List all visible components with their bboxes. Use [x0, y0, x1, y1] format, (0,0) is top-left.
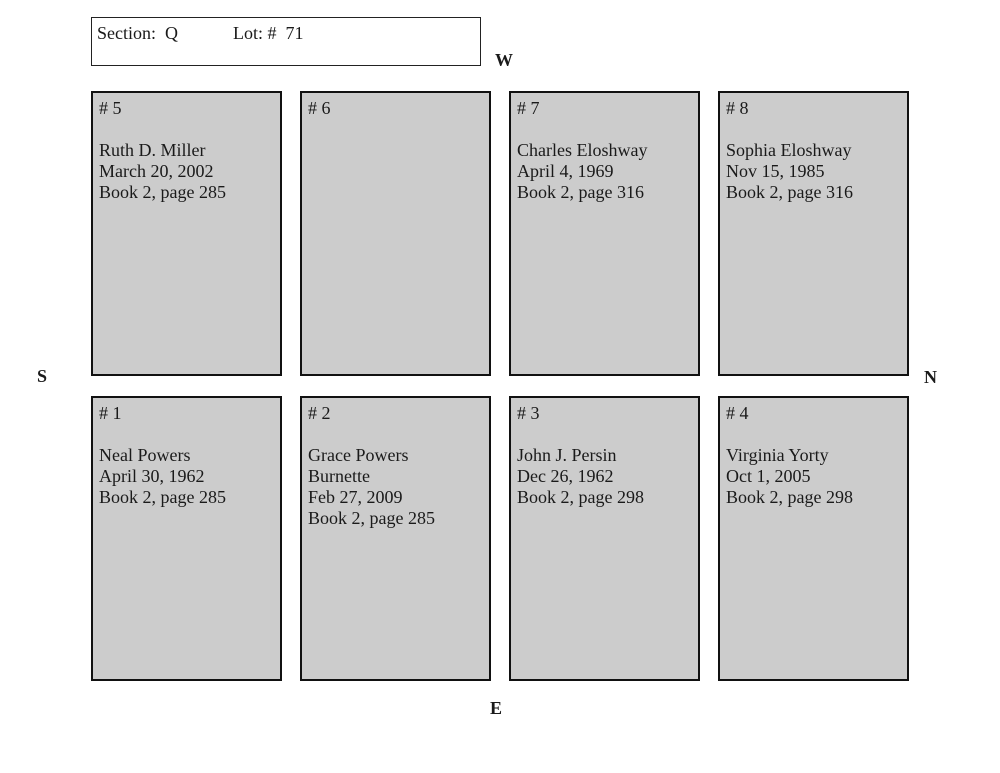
plot-number: # 4: [726, 403, 749, 423]
plot-date: Feb 27, 2009: [308, 487, 403, 507]
plot-2: [300, 396, 491, 681]
section-lot-header: [91, 17, 481, 66]
plot-book-ref: Book 2, page 285: [99, 487, 226, 507]
plot-book-ref: Book 2, page 298: [726, 487, 853, 507]
plot-date: Oct 1, 2005: [726, 466, 811, 486]
plot-book-ref: Book 2, page 285: [99, 182, 226, 202]
plot-number: # 2: [308, 403, 331, 423]
plot-date: Dec 26, 1962: [517, 466, 614, 486]
plot-number: # 1: [99, 403, 122, 423]
plot-name: Ruth D. Miller: [99, 140, 206, 160]
plot-book-ref: Book 2, page 316: [517, 182, 644, 202]
plot-number: # 8: [726, 98, 749, 118]
plot-name: Charles Eloshway: [517, 140, 648, 160]
plot-book-ref: Book 2, page 316: [726, 182, 853, 202]
plot-6: [300, 91, 491, 376]
compass-west: W: [495, 50, 513, 70]
compass-east: E: [490, 698, 503, 718]
plot-number: # 6: [308, 98, 331, 118]
plot-book-ref: Book 2, page 285: [308, 508, 435, 528]
plot-date: March 20, 2002: [99, 161, 214, 181]
plot-number: # 5: [99, 98, 122, 118]
plot-book-ref: Book 2, page 298: [517, 487, 644, 507]
plot-4: [718, 396, 909, 681]
plot-number: # 7: [517, 98, 540, 118]
compass-north: N: [924, 367, 937, 387]
plot-name: Virginia Yorty: [726, 445, 829, 465]
plot-name: Sophia Eloshway: [726, 140, 852, 160]
plot-3: [509, 396, 700, 681]
plot-name-cont: Burnette: [308, 466, 370, 486]
plot-name: Neal Powers: [99, 445, 191, 465]
plot-name: Grace Powers: [308, 445, 409, 465]
plot-number: # 3: [517, 403, 540, 423]
compass-south: S: [37, 366, 48, 386]
plot-1: [91, 396, 282, 681]
plot-date: April 30, 1962: [99, 466, 205, 486]
lot-label: Lot: # 71: [233, 23, 304, 43]
plot-date: April 4, 1969: [517, 161, 614, 181]
plot-8: [718, 91, 909, 376]
plot-name: John J. Persin: [517, 445, 617, 465]
section-label: Section: Q: [97, 23, 178, 43]
plot-date: Nov 15, 1985: [726, 161, 825, 181]
plot-7: [509, 91, 700, 376]
plot-5: [91, 91, 282, 376]
